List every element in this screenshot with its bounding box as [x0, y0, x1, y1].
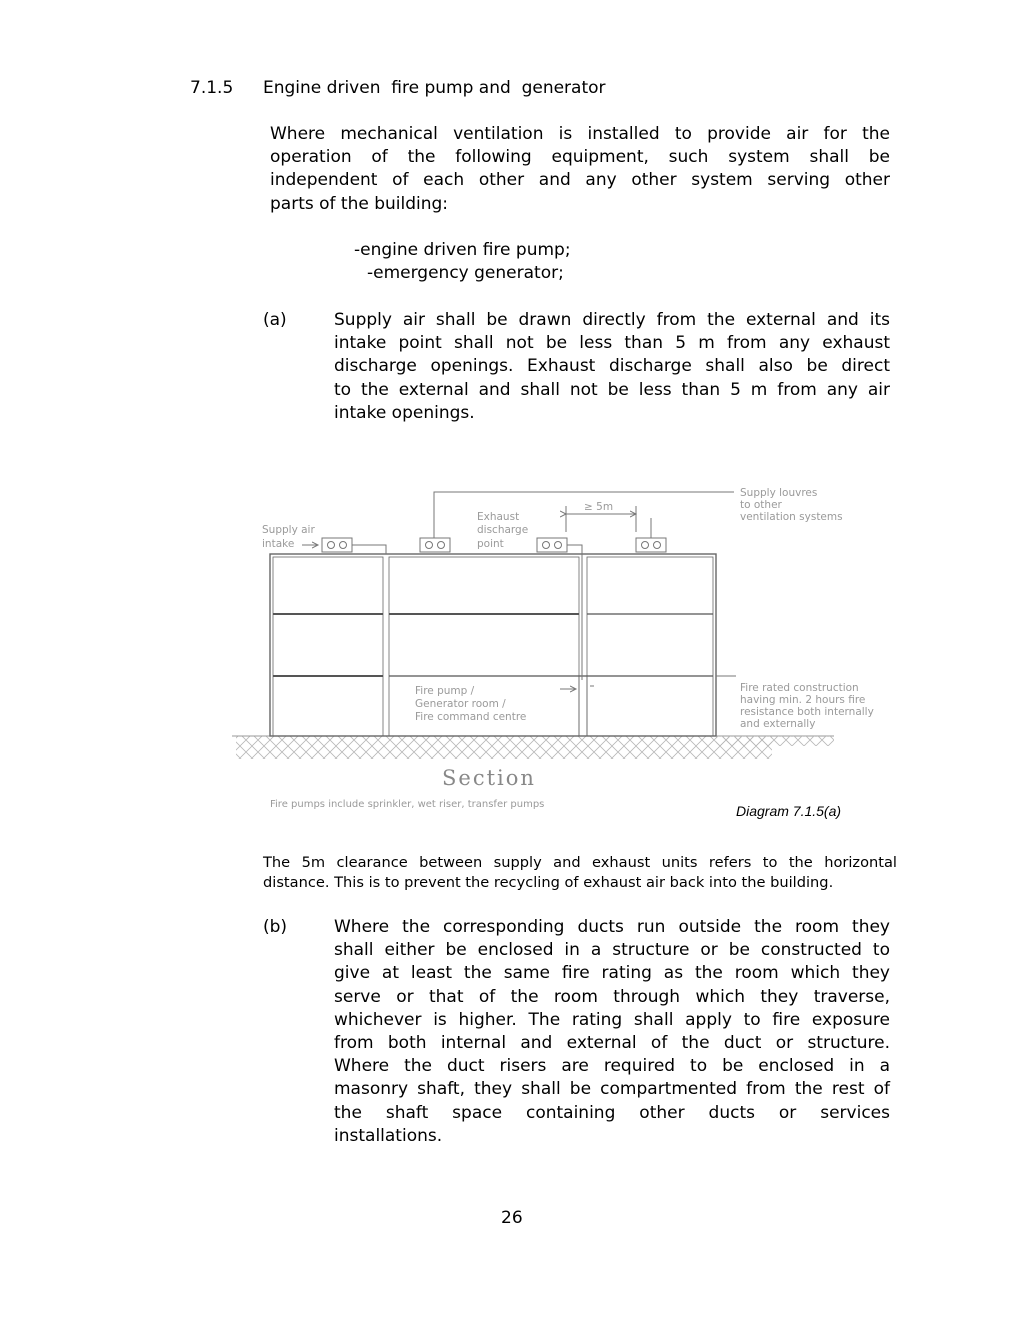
- intro-line: parts of the building:: [270, 193, 449, 214]
- item-b-line: give at least the same fire rating as the room which they: [334, 963, 890, 984]
- exhaust-label: discharge: [477, 524, 529, 536]
- louvres-label: ventilation systems: [740, 511, 843, 523]
- item-a-line: discharge openings. Exhaust discharge shall also be direct: [334, 356, 890, 377]
- exhaust-label: point: [477, 538, 504, 550]
- item-a-line: Supply air shall be drawn directly from the external and its: [334, 310, 890, 330]
- item-a-line: intake point shall not be less than 5 m from any exhaust: [334, 333, 890, 354]
- item-b-line: serve or that of the room through which they traverse,: [334, 986, 890, 1007]
- intro-line: independent of each other and any other system serving other: [270, 170, 890, 191]
- item-a-line: intake openings.: [334, 402, 475, 423]
- room-label: Fire command centre: [415, 711, 527, 723]
- item-b-line: shall either be enclosed in a structure or be constructed to: [334, 940, 890, 961]
- intro-line: operation of the following equipment, such system shall be: [270, 147, 890, 168]
- item-b-paragraph: [334, 916, 890, 1148]
- intro-paragraph: [270, 123, 890, 216]
- fire-rated-label: resistance both internally: [740, 706, 874, 718]
- distance-label: ≥ 5m: [584, 501, 614, 513]
- equipment-item: -emergency generator;: [367, 263, 564, 283]
- intro-line: Where mechanical ventilation is installed to provide air for the: [270, 124, 890, 144]
- fire-rated-label: having min. 2 hours fire: [740, 694, 866, 706]
- item-b-line: installations.: [334, 1125, 443, 1146]
- room-label: Generator room /: [415, 698, 506, 710]
- item-a-line: to the external and shall not be less than 5 m from any air: [334, 379, 890, 400]
- section-title: Engine driven fire pump and generator: [263, 78, 606, 98]
- item-a-label: (a): [263, 310, 287, 330]
- supply-air-label: Supply air: [262, 524, 315, 536]
- page-number: 26: [501, 1208, 523, 1228]
- note-line: distance. This is to prevent the recycling of exhaust air back into the building.: [263, 874, 834, 891]
- note-line: The 5m clearance between supply and exhaust units refers to the horizontal: [263, 854, 897, 871]
- fire-rated-label: Fire rated construction: [740, 682, 859, 694]
- louvres-label: to other: [740, 499, 782, 511]
- equipment-item: -engine driven fire pump;: [354, 240, 571, 260]
- louvres-label: Supply louvres: [740, 487, 818, 499]
- item-b-label: (b): [263, 917, 288, 937]
- item-b-line: Where the duct risers are required to be enclosed in a: [334, 1056, 890, 1077]
- item-b-line: from both internal and external of the duct or structure.: [334, 1033, 890, 1054]
- item-b-line: masonry shaft, they shall be compartmented from the rest of: [334, 1079, 890, 1100]
- section-number: 7.1.5: [190, 78, 234, 98]
- room-label: Fire pump /: [415, 685, 475, 697]
- ground-hatching: [232, 736, 834, 759]
- clearance-note: [263, 853, 897, 893]
- diagram-footnote: Fire pumps include sprinkler, wet riser, transfer pumps: [270, 799, 545, 810]
- section-diagram: [0, 470, 1024, 830]
- supply-air-label: intake: [262, 538, 295, 550]
- diagram-caption: Diagram 7.1.5(a): [736, 803, 842, 819]
- section-title-label: Section: [442, 766, 536, 790]
- item-a-paragraph: [334, 309, 890, 425]
- exhaust-label: Exhaust: [477, 511, 520, 523]
- item-b-line: whichever is higher. The rating shall apply to fire exposure: [334, 1009, 890, 1030]
- item-b-line: the shaft space containing other ducts or services: [334, 1102, 890, 1123]
- item-b-line: Where the corresponding ducts run outside the room they: [334, 917, 890, 937]
- fire-rated-label: and externally: [740, 718, 816, 730]
